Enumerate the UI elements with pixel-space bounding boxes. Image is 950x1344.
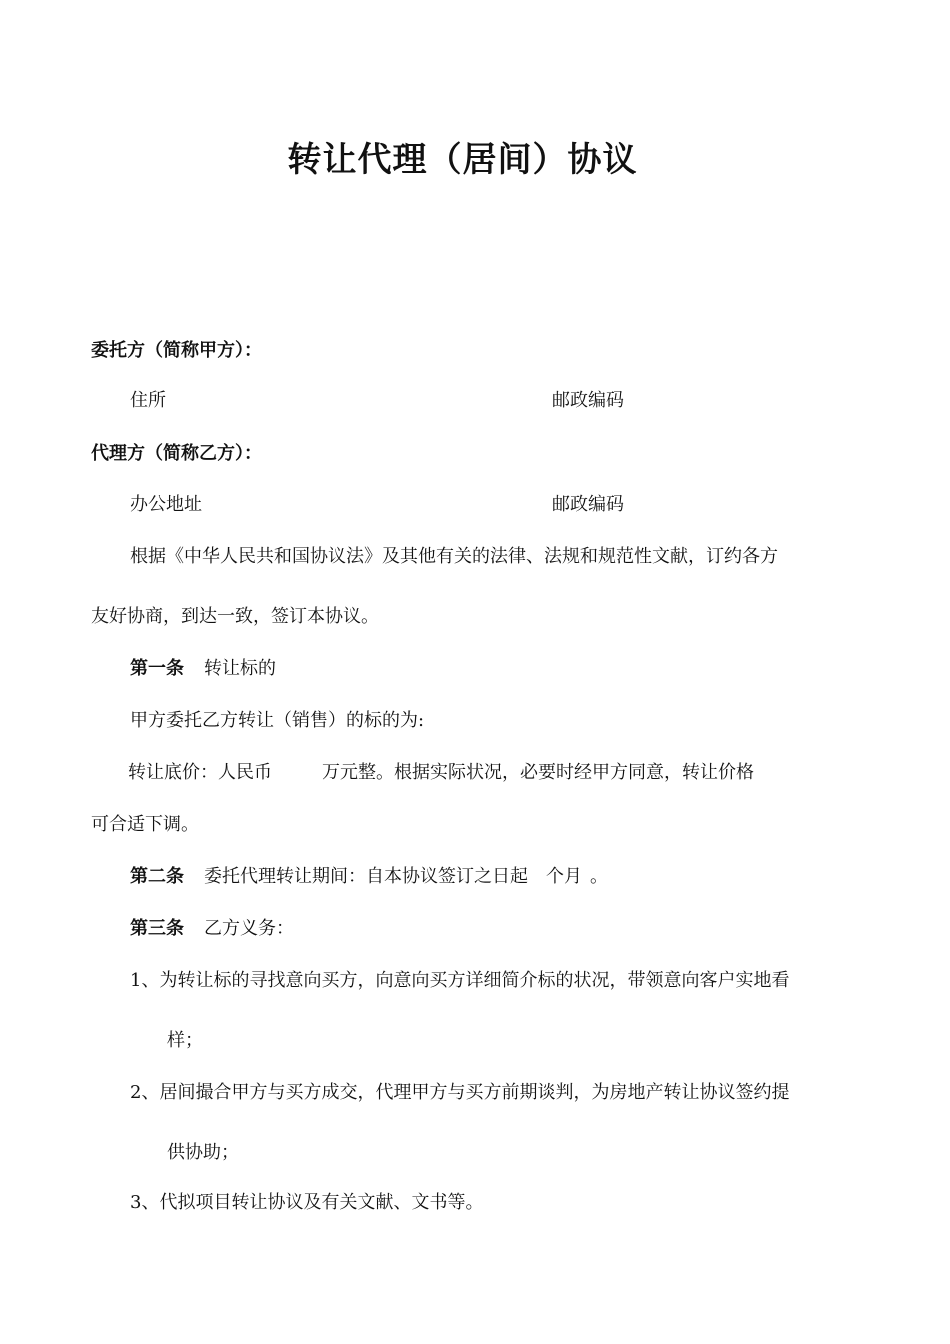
- party-b-address-label: 办公地址: [130, 494, 202, 515]
- article-3-item-3-line-1: 3、代拟项目转让协议及有关文献、文书等。: [130, 1192, 484, 1213]
- article-3-heading-line: [130, 917, 294, 941]
- article-2-text-a: 委托代理转让期间：自本协议签订之日起: [204, 866, 528, 887]
- article-1-number: 第一条: [130, 658, 184, 679]
- document-title: 转让代理（居间）协议: [287, 140, 638, 180]
- preamble-line-1: 根据《中华人民共和国协议法》及其他有关的法律、法规和规范性文献，订约各方: [130, 546, 778, 567]
- article-2-number: 第二条: [130, 866, 184, 887]
- party-a-heading: 委托方（简称甲方）：: [91, 340, 262, 361]
- article-1-title: 转让标的: [204, 658, 276, 679]
- article-1-price-line-2: 可合适下调。: [91, 814, 199, 835]
- party-a-address-label: 住所: [130, 390, 166, 411]
- article-2-text-c: 。: [590, 866, 608, 887]
- article-3-item-2-line-2: 供协助；: [167, 1142, 239, 1163]
- article-3-number: 第三条: [130, 918, 184, 939]
- party-b-postcode-label: 邮政编码: [552, 494, 624, 515]
- price-suffix: 万元整。根据实际状况，必要时经甲方同意，转让价格: [322, 762, 754, 783]
- preamble-line-2: 友好协商，到达一致，签订本协议。: [91, 606, 379, 627]
- article-3-item-1-line-1: 1、为转让标的寻找意向买方，向意向买方详细简介标的状况，带领意向客户实地看: [130, 970, 790, 991]
- party-a-postcode-label: 邮政编码: [552, 390, 624, 411]
- party-b-heading: 代理方（简称乙方）：: [91, 443, 262, 464]
- article-1-price-line: [128, 761, 754, 785]
- article-1-heading-line: [130, 657, 276, 681]
- article-1-line-1: 甲方委托乙方转让（销售）的标的为:: [130, 710, 425, 731]
- article-3-item-2-line-1: 2、居间撮合甲方与买方成交，代理甲方与买方前期谈判，为房地产转让协议签约提: [130, 1082, 790, 1103]
- article-2-text-b: 个月: [546, 866, 582, 887]
- article-3-title: 乙方义务：: [204, 918, 294, 939]
- article-2-line: [130, 865, 608, 889]
- price-prefix: 转让底价：人民币: [128, 762, 272, 783]
- article-3-item-1-line-2: 样；: [167, 1030, 203, 1051]
